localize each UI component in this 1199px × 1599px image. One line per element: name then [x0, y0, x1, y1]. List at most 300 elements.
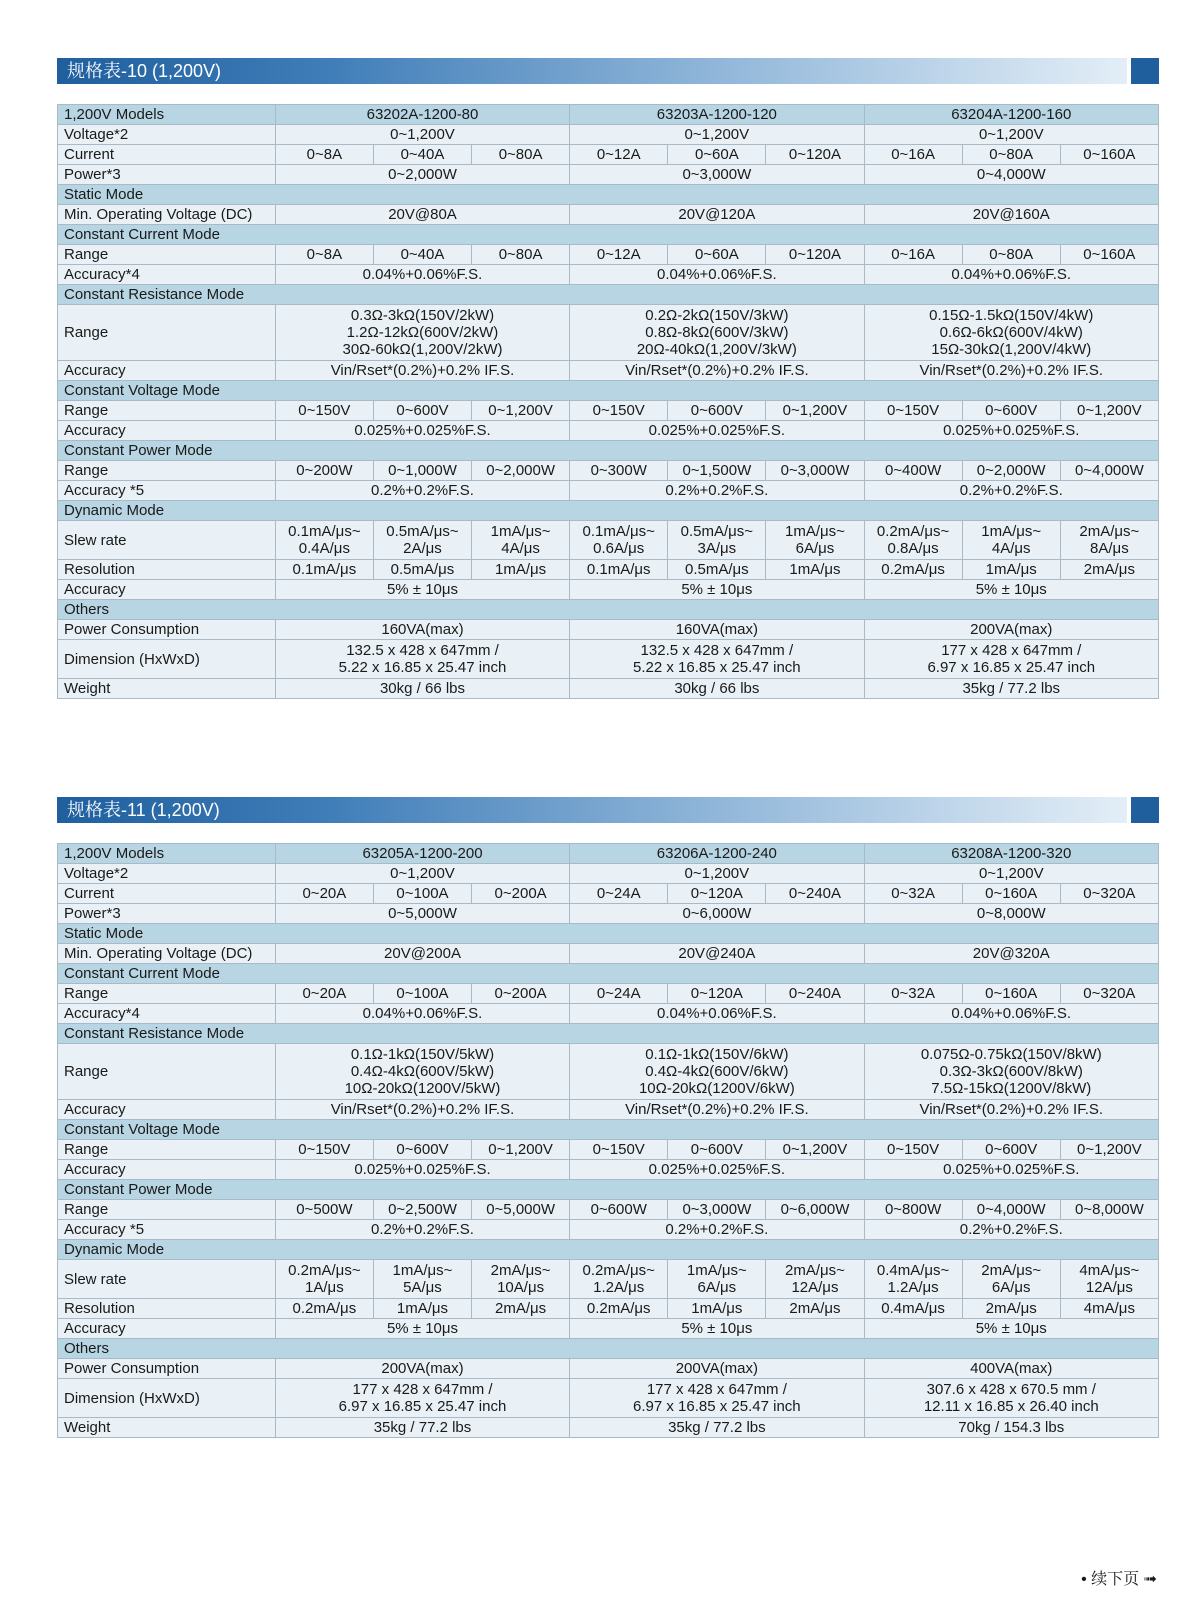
cr-range-value — [570, 305, 864, 361]
weight-value: 70kg / 154.3 lbs — [864, 1418, 1158, 1438]
cc-accuracy-value: 0.04%+0.06%F.S. — [570, 265, 864, 285]
cp-range-value: 0~300W — [570, 461, 668, 481]
dimension-value-line: 6.97 x 16.85 x 25.47 inch — [633, 1398, 801, 1415]
section-header-row — [58, 225, 1159, 245]
slew-rate-value — [1060, 1260, 1158, 1299]
cp-range-value: 0~500W — [275, 1200, 373, 1220]
cp-range-value: 0~2,000W — [962, 461, 1060, 481]
power-consumption-value: 200VA(max) — [570, 1359, 864, 1379]
current-value: 0~80A — [962, 145, 1060, 165]
cc-accuracy-label: Accuracy*4 — [58, 265, 276, 285]
dynamic-mode-header: Dynamic Mode — [58, 501, 1159, 521]
cc-range-row — [58, 245, 1159, 265]
cp-range-value: 0~400W — [864, 461, 962, 481]
dimension-value — [570, 640, 864, 679]
current-value: 0~160A — [1060, 145, 1158, 165]
current-label: Current — [58, 145, 276, 165]
cp-range-value: 0~5,000W — [472, 1200, 570, 1220]
cv-accuracy-value: 0.025%+0.025%F.S. — [275, 421, 569, 441]
cr-accuracy-row — [58, 361, 1159, 381]
slew-rate-row — [58, 1260, 1159, 1299]
continued-label: 续下页 — [1091, 1571, 1140, 1588]
cr-accuracy-value: Vin/Rset*(0.2%)+0.2% IF.S. — [864, 1100, 1158, 1120]
resolution-value: 2mA/μs — [472, 1299, 570, 1319]
dimension-value-line: 5.22 x 16.85 x 25.47 inch — [633, 659, 801, 676]
cv-accuracy-label: Accuracy — [58, 1160, 276, 1180]
slew-rate-value-line: 2A/μs — [403, 540, 442, 557]
cv-range-label: Range — [58, 1140, 276, 1160]
model-name: 63202A-1200-80 — [275, 105, 569, 125]
cr-mode-header: Constant Resistance Mode — [58, 1024, 1159, 1044]
cr-range-value-line: 10Ω-20kΩ(1200V/6kW) — [638, 1080, 795, 1097]
dimension-value-line: 132.5 x 428 x 647mm / — [640, 642, 794, 659]
bullet-icon: • — [1081, 1571, 1087, 1588]
cv-range-value: 0~600V — [373, 1140, 471, 1160]
power-consumption-label: Power Consumption — [58, 620, 276, 640]
models-label: 1,200V Models — [58, 844, 276, 864]
cv-range-value: 0~600V — [668, 1140, 766, 1160]
cp-range-value: 0~4,000W — [1060, 461, 1158, 481]
table-title-bar — [57, 58, 1127, 84]
dynamic-accuracy-row — [58, 580, 1159, 600]
slew-rate-value — [864, 521, 962, 560]
cv-range-value: 0~1,200V — [766, 1140, 864, 1160]
cv-range-value: 0~600V — [668, 401, 766, 421]
weight-label: Weight — [58, 1418, 276, 1438]
spec-table-section-10 — [57, 58, 1159, 699]
slew-rate-value-line: 1A/μs — [305, 1279, 344, 1296]
dimension-value — [275, 640, 569, 679]
power-label: Power*3 — [58, 904, 276, 924]
cp-accuracy-value: 0.2%+0.2%F.S. — [570, 1220, 864, 1240]
cp-accuracy-value: 0.2%+0.2%F.S. — [570, 481, 864, 501]
cc-range-value: 0~20A — [275, 984, 373, 1004]
slew-rate-value — [472, 521, 570, 560]
slew-rate-value-line: 4A/μs — [991, 540, 1031, 557]
cr-range-value-line: 20Ω-40kΩ(1,200V/3kW) — [636, 341, 797, 358]
cr-range-value-line: 0.3Ω-3kΩ(150V/2kW) — [350, 307, 495, 324]
slew-rate-value — [668, 521, 766, 560]
cp-range-value: 0~3,000W — [766, 461, 864, 481]
cr-range-value — [570, 1044, 864, 1100]
cr-range-label: Range — [58, 1044, 276, 1100]
slew-rate-value-line: 1.2A/μs — [887, 1279, 939, 1296]
models-row — [58, 844, 1159, 864]
slew-rate-value-line: 4A/μs — [501, 540, 540, 557]
cp-accuracy-label: Accuracy *5 — [58, 1220, 276, 1240]
cp-range-value: 0~600W — [570, 1200, 668, 1220]
slew-rate-value-line: 0.6A/μs — [593, 540, 645, 557]
voltage-value: 0~1,200V — [570, 125, 864, 145]
voltage-value: 0~1,200V — [864, 864, 1158, 884]
cr-accuracy-label: Accuracy — [58, 1100, 276, 1120]
cv-range-value: 0~150V — [864, 1140, 962, 1160]
slew-rate-value-line: 0.5mA/μs~ — [386, 523, 459, 540]
resolution-value: 2mA/μs — [766, 1299, 864, 1319]
current-value: 0~320A — [1060, 884, 1158, 904]
cp-range-value: 0~2,500W — [373, 1200, 471, 1220]
power-consumption-row — [58, 620, 1159, 640]
weight-value: 35kg / 77.2 lbs — [864, 679, 1158, 699]
cr-range-value — [275, 1044, 569, 1100]
slew-rate-value — [864, 1260, 962, 1299]
others-header: Others — [58, 600, 1159, 620]
power-label: Power*3 — [58, 165, 276, 185]
cr-range-value-line: 0.1Ω-1kΩ(150V/6kW) — [645, 1046, 789, 1063]
voltage-label: Voltage*2 — [58, 125, 276, 145]
slew-rate-value-line: 6A/μs — [991, 1279, 1031, 1296]
section-header-row — [58, 1024, 1159, 1044]
static-mode-header: Static Mode — [58, 185, 1159, 205]
cc-range-value: 0~120A — [668, 984, 766, 1004]
min-voltage-value: 20V@200A — [275, 944, 569, 964]
weight-label: Weight — [58, 679, 276, 699]
models-row — [58, 105, 1159, 125]
cc-range-value: 0~24A — [570, 984, 668, 1004]
resolution-value: 0.4mA/μs — [864, 1299, 962, 1319]
cc-mode-header: Constant Current Mode — [58, 225, 1159, 245]
cr-range-value-line: 0.4Ω-4kΩ(600V/6kW) — [645, 1063, 789, 1080]
slew-rate-value-line: 0.2mA/μs~ — [876, 523, 950, 540]
dimension-value-line: 177 x 428 x 647mm / — [941, 642, 1082, 659]
slew-rate-value-line: 1mA/μs~ — [981, 523, 1042, 540]
cp-range-value: 0~8,000W — [1060, 1200, 1158, 1220]
cp-range-label: Range — [58, 461, 276, 481]
resolution-value: 0.2mA/μs — [864, 560, 962, 580]
resolution-value: 1mA/μs — [766, 560, 864, 580]
voltage-row — [58, 864, 1159, 884]
slew-rate-value — [962, 1260, 1060, 1299]
slew-rate-value — [962, 521, 1060, 560]
slew-rate-value-line: 0.2mA/μs~ — [288, 1262, 361, 1279]
cr-accuracy-value: Vin/Rset*(0.2%)+0.2% IF.S. — [864, 361, 1158, 381]
cc-accuracy-label: Accuracy*4 — [58, 1004, 276, 1024]
section-header-row — [58, 600, 1159, 620]
min-voltage-row — [58, 205, 1159, 225]
cp-range-value: 0~6,000W — [766, 1200, 864, 1220]
current-row — [58, 884, 1159, 904]
current-value: 0~120A — [766, 145, 864, 165]
current-row — [58, 145, 1159, 165]
slew-rate-value-line: 1mA/μs~ — [490, 523, 551, 540]
cp-accuracy-value: 0.2%+0.2%F.S. — [275, 481, 569, 501]
cc-range-value: 0~40A — [373, 245, 471, 265]
cp-accuracy-value: 0.2%+0.2%F.S. — [864, 481, 1158, 501]
power-value: 0~8,000W — [864, 904, 1158, 924]
cc-accuracy-value: 0.04%+0.06%F.S. — [864, 1004, 1158, 1024]
weight-row — [58, 1418, 1159, 1438]
cc-range-value: 0~80A — [962, 245, 1060, 265]
power-row — [58, 904, 1159, 924]
resolution-row — [58, 560, 1159, 580]
power-value: 0~5,000W — [275, 904, 569, 924]
slew-rate-value-line: 6A/μs — [697, 1279, 737, 1296]
section-header-row — [58, 441, 1159, 461]
dimension-value-line: 177 x 428 x 647mm / — [352, 1381, 493, 1398]
cv-range-value: 0~600V — [373, 401, 471, 421]
slew-rate-value — [1060, 521, 1158, 560]
current-value: 0~8A — [275, 145, 373, 165]
voltage-value: 0~1,200V — [275, 864, 569, 884]
current-value: 0~32A — [864, 884, 962, 904]
cv-range-value: 0~1,200V — [766, 401, 864, 421]
slew-rate-row — [58, 521, 1159, 560]
table-title-bar — [57, 797, 1127, 823]
cr-range-value-line: 0.075Ω-0.75kΩ(150V/8kW) — [920, 1046, 1102, 1063]
cp-range-label: Range — [58, 1200, 276, 1220]
cr-mode-header: Constant Resistance Mode — [58, 285, 1159, 305]
current-value: 0~12A — [570, 145, 668, 165]
cc-accuracy-value: 0.04%+0.06%F.S. — [275, 1004, 569, 1024]
cv-accuracy-value: 0.025%+0.025%F.S. — [864, 421, 1158, 441]
resolution-value: 0.5mA/μs — [668, 560, 766, 580]
cc-range-value: 0~160A — [1060, 245, 1158, 265]
cc-range-row — [58, 984, 1159, 1004]
cv-accuracy-value: 0.025%+0.025%F.S. — [275, 1160, 569, 1180]
slew-rate-value — [275, 521, 373, 560]
cr-range-value-line: 0.3Ω-3kΩ(600V/8kW) — [939, 1063, 1083, 1080]
dynamic-accuracy-value: 5% ± 10μs — [275, 1319, 569, 1339]
cr-range-value-line: 30Ω-60kΩ(1,200V/2kW) — [342, 341, 503, 358]
dimension-value-line: 177 x 428 x 647mm / — [646, 1381, 787, 1398]
cv-range-value: 0~1,200V — [1060, 1140, 1158, 1160]
resolution-value: 2mA/μs — [1060, 560, 1158, 580]
continued-next-page — [1081, 1566, 1157, 1589]
cc-accuracy-row — [58, 1004, 1159, 1024]
cv-accuracy-label: Accuracy — [58, 421, 276, 441]
model-name: 63204A-1200-160 — [864, 105, 1158, 125]
slew-rate-value — [373, 521, 471, 560]
cr-range-value-line: 0.15Ω-1.5kΩ(150V/4kW) — [929, 307, 1094, 324]
slew-rate-value-line: 0.2mA/μs~ — [582, 1262, 655, 1279]
power-value: 0~2,000W — [275, 165, 569, 185]
cc-range-value: 0~32A — [864, 984, 962, 1004]
dynamic-accuracy-label: Accuracy — [58, 1319, 276, 1339]
current-value: 0~80A — [472, 145, 570, 165]
cc-range-value: 0~80A — [472, 245, 570, 265]
cc-accuracy-row — [58, 265, 1159, 285]
cp-accuracy-value: 0.2%+0.2%F.S. — [864, 1220, 1158, 1240]
resolution-row — [58, 1299, 1159, 1319]
dynamic-accuracy-row — [58, 1319, 1159, 1339]
title-square-decoration — [1131, 797, 1159, 823]
slew-rate-value — [766, 521, 864, 560]
current-value: 0~120A — [668, 884, 766, 904]
cv-range-value: 0~1,200V — [472, 1140, 570, 1160]
cc-range-value: 0~160A — [962, 984, 1060, 1004]
section-header-row — [58, 185, 1159, 205]
cp-range-value: 0~800W — [864, 1200, 962, 1220]
cr-accuracy-value: Vin/Rset*(0.2%)+0.2% IF.S. — [570, 1100, 864, 1120]
cp-range-value: 0~3,000W — [668, 1200, 766, 1220]
cv-mode-header: Constant Voltage Mode — [58, 381, 1159, 401]
dimension-value-line: 6.97 x 16.85 x 25.47 inch — [927, 659, 1096, 676]
power-consumption-value: 160VA(max) — [275, 620, 569, 640]
power-consumption-value: 400VA(max) — [864, 1359, 1158, 1379]
slew-rate-value — [766, 1260, 864, 1299]
section-header-row — [58, 285, 1159, 305]
arrow-right-icon: ➟ — [1143, 1571, 1157, 1588]
cr-accuracy-label: Accuracy — [58, 361, 276, 381]
cv-range-row — [58, 1140, 1159, 1160]
section-header-row — [58, 964, 1159, 984]
slew-rate-value-line: 0.5mA/μs~ — [680, 523, 754, 540]
power-value: 0~3,000W — [570, 165, 864, 185]
model-name: 63206A-1200-240 — [570, 844, 864, 864]
power-value: 0~6,000W — [570, 904, 864, 924]
cc-accuracy-value: 0.04%+0.06%F.S. — [864, 265, 1158, 285]
slew-rate-value — [373, 1260, 471, 1299]
slew-rate-value-line: 12A/μs — [791, 1279, 839, 1296]
cp-accuracy-label: Accuracy *5 — [58, 481, 276, 501]
weight-value: 35kg / 77.2 lbs — [275, 1418, 569, 1438]
cp-range-value: 0~2,000W — [472, 461, 570, 481]
cc-range-value: 0~60A — [668, 245, 766, 265]
slew-rate-value-line: 0.1mA/μs~ — [582, 523, 655, 540]
dynamic-accuracy-value: 5% ± 10μs — [864, 580, 1158, 600]
resolution-value: 0.2mA/μs — [570, 1299, 668, 1319]
cr-range-value-line: 0.4Ω-4kΩ(600V/5kW) — [350, 1063, 495, 1080]
slew-rate-value-line: 0.1mA/μs~ — [288, 523, 361, 540]
model-name: 63208A-1200-320 — [864, 844, 1158, 864]
dimension-value-line: 6.97 x 16.85 x 25.47 inch — [338, 1398, 507, 1415]
current-value: 0~24A — [570, 884, 668, 904]
cv-mode-header: Constant Voltage Mode — [58, 1120, 1159, 1140]
cr-range-value-line: 1.2Ω-12kΩ(600V/2kW) — [346, 324, 499, 341]
cr-range-value — [864, 1044, 1158, 1100]
cc-range-value: 0~200A — [472, 984, 570, 1004]
cr-accuracy-value: Vin/Rset*(0.2%)+0.2% IF.S. — [570, 361, 864, 381]
cp-range-value: 0~1,500W — [668, 461, 766, 481]
table-title: 规格表-10 (1,200V) — [67, 61, 222, 81]
dimension-label: Dimension (HxWxD) — [58, 640, 276, 679]
slew-rate-value — [275, 1260, 373, 1299]
cp-range-value: 0~200W — [275, 461, 373, 481]
spec-table — [57, 843, 1159, 1438]
cr-range-value-line: 7.5Ω-15kΩ(1200V/8kW) — [931, 1080, 1092, 1097]
cv-range-label: Range — [58, 401, 276, 421]
cv-range-value: 0~600V — [962, 401, 1060, 421]
cc-range-value: 0~120A — [766, 245, 864, 265]
dimension-row — [58, 1379, 1159, 1418]
section-header-row — [58, 1180, 1159, 1200]
slew-rate-value-line: 1.2A/μs — [593, 1279, 645, 1296]
dimension-value-line: 307.6 x 428 x 670.5 mm / — [926, 1381, 1096, 1398]
cr-accuracy-value: Vin/Rset*(0.2%)+0.2% IF.S. — [275, 1100, 569, 1120]
resolution-value: 0.1mA/μs — [275, 560, 373, 580]
cr-range-value-line: 0.1Ω-1kΩ(150V/5kW) — [350, 1046, 495, 1063]
cp-mode-header: Constant Power Mode — [58, 441, 1159, 461]
cp-range-row — [58, 461, 1159, 481]
slew-rate-value — [570, 521, 668, 560]
weight-row — [58, 679, 1159, 699]
voltage-label: Voltage*2 — [58, 864, 276, 884]
dimension-value-line: 12.11 x 16.85 x 26.40 inch — [923, 1398, 1099, 1415]
cr-range-value — [864, 305, 1158, 361]
cp-accuracy-row — [58, 481, 1159, 501]
dynamic-accuracy-value: 5% ± 10μs — [570, 580, 864, 600]
cc-range-value: 0~8A — [275, 245, 373, 265]
min-voltage-value: 20V@320A — [864, 944, 1158, 964]
cc-range-value: 0~12A — [570, 245, 668, 265]
cr-accuracy-row — [58, 1100, 1159, 1120]
current-value: 0~20A — [275, 884, 373, 904]
cc-range-label: Range — [58, 245, 276, 265]
current-value: 0~40A — [373, 145, 471, 165]
dynamic-accuracy-value: 5% ± 10μs — [275, 580, 569, 600]
min-voltage-label: Min. Operating Voltage (DC) — [58, 944, 276, 964]
section-header-row — [58, 381, 1159, 401]
slew-rate-value-line: 12A/μs — [1085, 1279, 1133, 1296]
table-title: 规格表-11 (1,200V) — [67, 800, 220, 820]
slew-rate-value-line: 10A/μs — [497, 1279, 545, 1296]
cv-accuracy-value: 0.025%+0.025%F.S. — [864, 1160, 1158, 1180]
resolution-value: 1mA/μs — [472, 560, 570, 580]
slew-rate-value-line: 2mA/μs~ — [981, 1262, 1042, 1279]
cr-range-value-line: 0.2Ω-2kΩ(150V/3kW) — [645, 307, 789, 324]
current-value: 0~160A — [962, 884, 1060, 904]
cc-range-value: 0~320A — [1060, 984, 1158, 1004]
cv-accuracy-value: 0.025%+0.025%F.S. — [570, 1160, 864, 1180]
power-consumption-value: 200VA(max) — [275, 1359, 569, 1379]
cc-range-value: 0~240A — [766, 984, 864, 1004]
cv-range-value: 0~150V — [570, 401, 668, 421]
section-header-row — [58, 1120, 1159, 1140]
static-mode-header: Static Mode — [58, 924, 1159, 944]
slew-rate-value — [570, 1260, 668, 1299]
slew-rate-value-line: 5A/μs — [403, 1279, 442, 1296]
current-value: 0~240A — [766, 884, 864, 904]
current-value: 0~200A — [472, 884, 570, 904]
slew-rate-value — [668, 1260, 766, 1299]
cr-range-row — [58, 305, 1159, 361]
voltage-value: 0~1,200V — [275, 125, 569, 145]
voltage-value: 0~1,200V — [570, 864, 864, 884]
slew-rate-label: Slew rate — [58, 1260, 276, 1299]
current-value: 0~100A — [373, 884, 471, 904]
power-consumption-label: Power Consumption — [58, 1359, 276, 1379]
min-voltage-label: Min. Operating Voltage (DC) — [58, 205, 276, 225]
power-value: 0~4,000W — [864, 165, 1158, 185]
slew-rate-value-line: 3A/μs — [697, 540, 737, 557]
cp-mode-header: Constant Power Mode — [58, 1180, 1159, 1200]
cp-range-value: 0~4,000W — [962, 1200, 1060, 1220]
cv-accuracy-row — [58, 1160, 1159, 1180]
resolution-value: 4mA/μs — [1060, 1299, 1158, 1319]
resolution-label: Resolution — [58, 560, 276, 580]
section-header-row — [58, 501, 1159, 521]
slew-rate-value-line: 2mA/μs~ — [490, 1262, 551, 1279]
current-label: Current — [58, 884, 276, 904]
cv-range-value: 0~150V — [570, 1140, 668, 1160]
min-voltage-value: 20V@80A — [275, 205, 569, 225]
current-value: 0~60A — [668, 145, 766, 165]
cv-range-value: 0~1,200V — [1060, 401, 1158, 421]
resolution-label: Resolution — [58, 1299, 276, 1319]
resolution-value: 0.5mA/μs — [373, 560, 471, 580]
cp-accuracy-row — [58, 1220, 1159, 1240]
others-header: Others — [58, 1339, 1159, 1359]
resolution-value: 0.2mA/μs — [275, 1299, 373, 1319]
cv-range-row — [58, 401, 1159, 421]
dimension-value — [275, 1379, 569, 1418]
title-square-decoration — [1131, 58, 1159, 84]
cc-range-value: 0~100A — [373, 984, 471, 1004]
section-header-row — [58, 1240, 1159, 1260]
min-voltage-value: 20V@120A — [570, 205, 864, 225]
cp-range-value: 0~1,000W — [373, 461, 471, 481]
slew-rate-value-line: 1mA/μs~ — [686, 1262, 747, 1279]
